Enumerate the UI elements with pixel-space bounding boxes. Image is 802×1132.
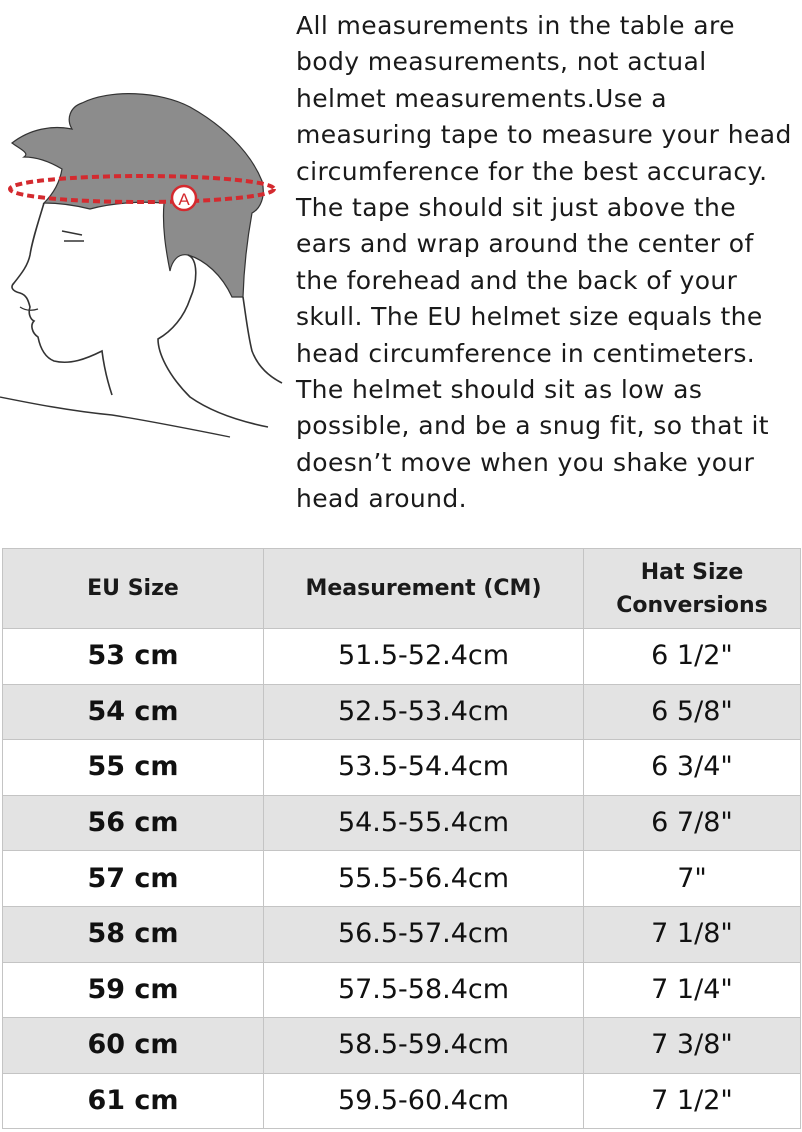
measurement-instructions: All measurements in the table are body measurements, not actual helmet measurements.Use a measuring tape to measure your head circumference for the best accuracy. The tape should sit just above the ears and wrap around the center of the forehead and the back of your skull. The EU helmet size equals the head circumference in centimeters. The helmet should sit as low as possible, and be a snug fit, so that it doesn’t move when you shake your head around.: [296, 11, 792, 514]
eu-size-cell: 57 cm: [3, 851, 264, 907]
measurement-cell: 56.5-57.4cm: [264, 906, 584, 962]
eu-size-cell: 54 cm: [3, 684, 264, 740]
table-row: [3, 906, 801, 962]
eu-size-header: EU Size: [3, 549, 264, 629]
hat-size-cell: 7": [584, 851, 801, 907]
table-row: [3, 795, 801, 851]
helmet-size-table: [2, 548, 801, 1129]
measurement-cell: 59.5-60.4cm: [264, 1073, 584, 1129]
measurement-cell: 53.5-54.4cm: [264, 740, 584, 796]
measurement-cell: 55.5-56.4cm: [264, 851, 584, 907]
measurement-cell: 52.5-53.4cm: [264, 684, 584, 740]
eu-size-cell: 55 cm: [3, 740, 264, 796]
eu-size-cell: 59 cm: [3, 962, 264, 1018]
head-profile-diagram: [0, 85, 285, 445]
table-row: [3, 851, 801, 907]
hat-size-cell: 7 3/8": [584, 1018, 801, 1074]
eu-size-cell: 56 cm: [3, 795, 264, 851]
head-measurement-illustration: [0, 85, 285, 445]
table-header-row: [3, 549, 801, 629]
measurement-cell: 57.5-58.4cm: [264, 962, 584, 1018]
table-row: [3, 962, 801, 1018]
table-row: [3, 1073, 801, 1129]
hat-size-header-line2: Conversions: [616, 592, 768, 618]
hat-size-header-line1: Hat Size: [640, 559, 744, 585]
hat-size-cell: 7 1/8": [584, 906, 801, 962]
measurement-marker-label: A: [178, 190, 190, 209]
table-row: [3, 629, 801, 685]
hat-size-cell: 7 1/4": [584, 962, 801, 1018]
eu-size-cell: 60 cm: [3, 1018, 264, 1074]
nape-outline: [243, 297, 282, 383]
hat-size-cell: 6 5/8": [584, 684, 801, 740]
eu-size-cell: 53 cm: [3, 629, 264, 685]
hat-size-cell: 6 3/4": [584, 740, 801, 796]
neck-outline: [158, 255, 268, 427]
hat-size-cell: 7 1/2": [584, 1073, 801, 1129]
eu-size-cell: 58 cm: [3, 906, 264, 962]
table-row: [3, 1018, 801, 1074]
hat-size-cell: 6 7/8": [584, 795, 801, 851]
eu-size-cell: 61 cm: [3, 1073, 264, 1129]
shoulder-outline: [0, 397, 230, 437]
hair-shape: [12, 94, 263, 297]
measurement-cell: 54.5-55.4cm: [264, 795, 584, 851]
hat-size-cell: 6 1/2": [584, 629, 801, 685]
table-row: [3, 740, 801, 796]
eye-outline: [62, 231, 84, 241]
table-row: [3, 684, 801, 740]
measurement-cell: 51.5-52.4cm: [264, 629, 584, 685]
measurement-cell: 58.5-59.4cm: [264, 1018, 584, 1074]
hat-size-header: [584, 549, 801, 629]
measurement-header: Measurement (CM): [264, 549, 584, 629]
